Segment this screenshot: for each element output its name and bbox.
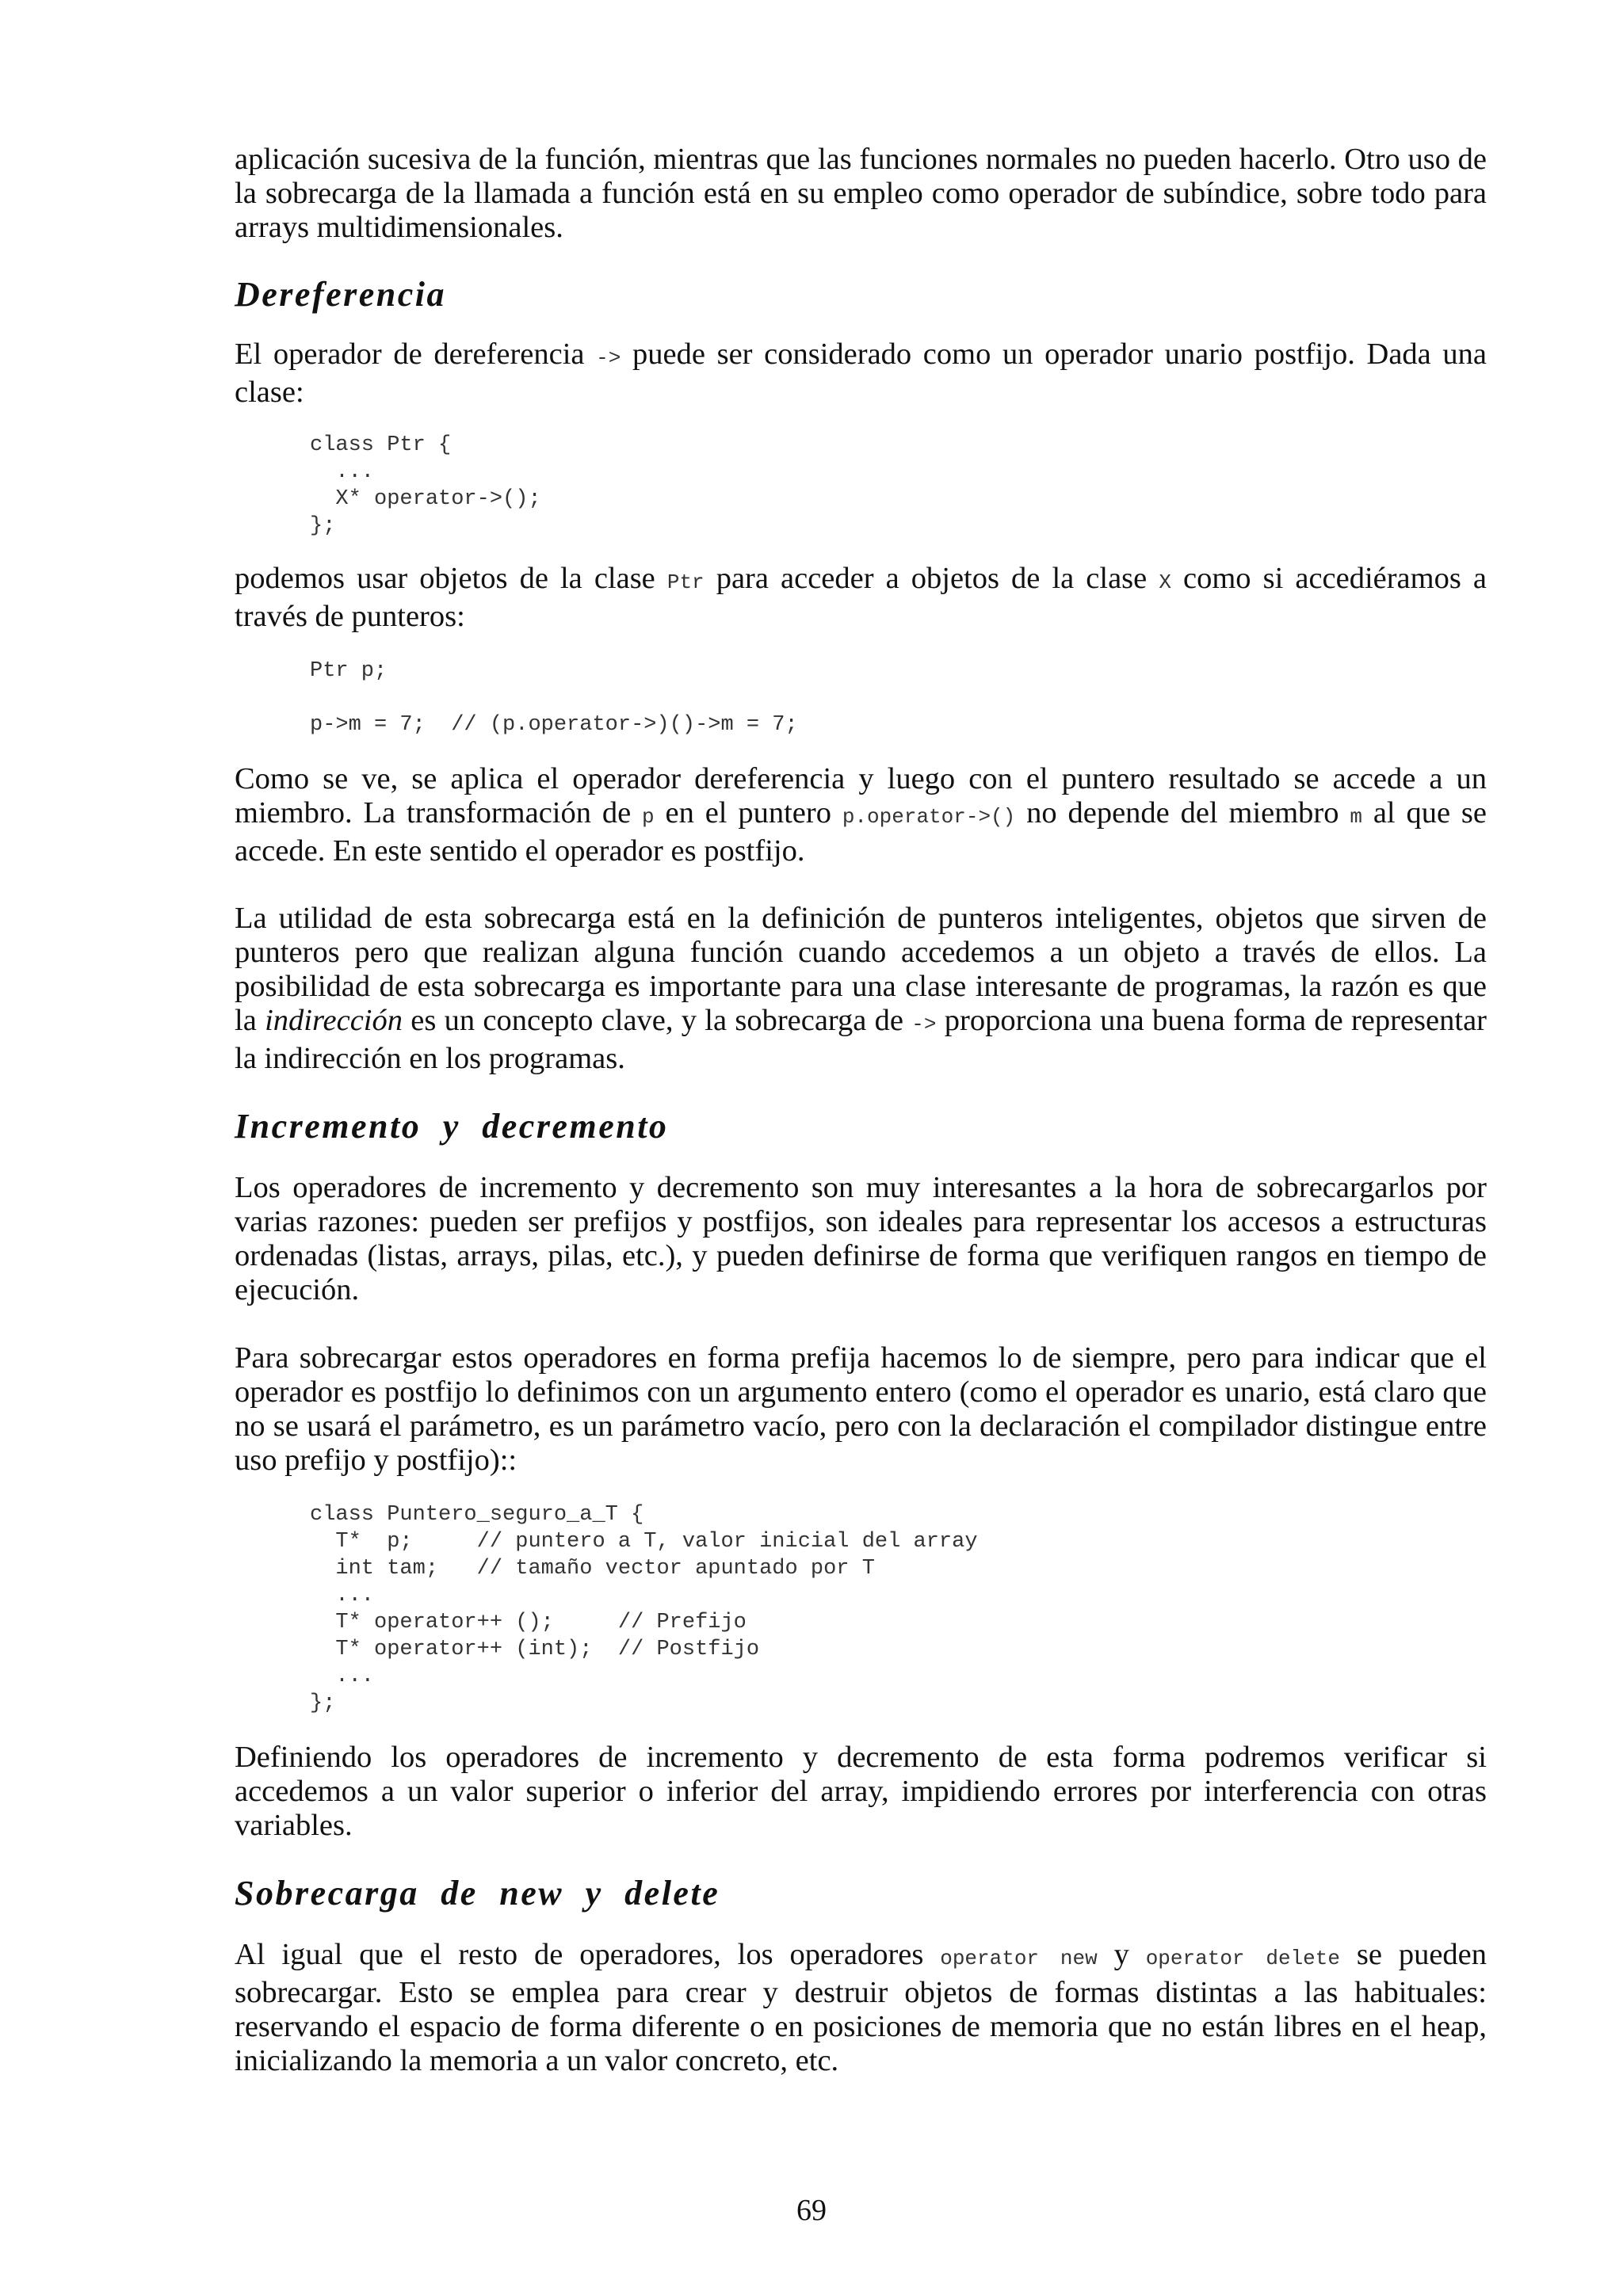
inline-code: X xyxy=(1159,570,1171,594)
section-heading-dereferencia: Dereferencia xyxy=(235,275,447,314)
dereferencia-paragraph-4: La utilidad de esta sobrecarga está en la definición de punteros inteligentes, objetos que sirven de punteros pero que realizan alguna función cuando accedemos a un objeto a través de ellos. La posibilidad de esta sobrecarga es importante para una clase interesante de programas, la razón es que la indirección es un concepto clave, y la sobrecarga de -> proporciona una buena forma de representar la indirección en los programas. xyxy=(235,902,1487,1075)
dereferencia-paragraph-2: podemos usar objetos de la clase Ptr para acceder a objetos de la clase X como si accediéramos a través de punteros: xyxy=(235,562,1487,633)
inline-code: m xyxy=(1350,805,1362,829)
inline-code: operator delete xyxy=(1145,1947,1340,1970)
section-heading-sobrecarga-new-delete: Sobrecarga de new y delete xyxy=(235,1874,720,1913)
inline-code: p xyxy=(642,805,655,829)
code-block-puntero-seguro: class Puntero_seguro_a_T { T* p; // puntero a T, valor inicial del array int tam; // tamaño vector apuntado por T ... T* operator++ (); // Prefijo T* operator++ (int); // Postfijo ... }; xyxy=(310,1503,978,1715)
inline-code: p.operator->() xyxy=(842,805,1016,829)
dereferencia-paragraph-1: El operador de dereferencia -> puede ser considerado como un operador unario postfijo. Dada una clase: xyxy=(235,338,1487,409)
intro-paragraph: aplicación sucesiva de la función, mientras que las funciones normales no pueden hacerlo. Otro uso de la sobrecarga de la llamada a función está en su empleo como operador de subíndice, sobre todo para arrays multidimensionales. xyxy=(235,143,1487,244)
emphasis-text: indirección xyxy=(265,1004,403,1037)
incremento-paragraph-1: Los operadores de incremento y decremento son muy interesantes a la hora de sobrecargarlos por varias razones: pueden ser prefijos y postfijos, son ideales para representar los accesos a estructuras ordenadas (listas, arrays, pilas, etc.), y pueden definirse de forma que verifiquen rangos en tiempo de ejecución. xyxy=(235,1171,1487,1306)
code-block-ptr-class: class Ptr { ... X* operator->(); }; xyxy=(310,433,541,538)
inline-code: -> xyxy=(911,1013,937,1036)
page-content xyxy=(235,143,1487,2078)
inline-code: -> xyxy=(596,346,621,370)
incremento-paragraph-2: Para sobrecargar estos operadores en forma prefija hacemos lo de siempre, pero para indicar que el operador es postfijo lo definimos con un argumento entero (como el operador es unario, está claro que no se usará el parámetro, es un parámetro vacío, pero con la declaración el compilador distingue entre uso prefijo y postfijo):: xyxy=(235,1341,1487,1477)
inline-code: operator new xyxy=(940,1947,1098,1970)
code-block-ptr-usage: Ptr p; p->m = 7; // (p.operator->)()->m = 7; xyxy=(310,659,798,737)
sobrecarga-new-paragraph-1: Al igual que el resto de operadores, los operadores operator new y operator delete se pueden sobrecargar. Esto se emplea para crear y destruir objetos de formas distintas a las habituales: reservando el espacio de forma diferente o en posiciones de memoria que no están libres en el heap, inicializando la memoria a un valor concreto, etc. xyxy=(235,1938,1487,2077)
incremento-paragraph-3: Definiendo los operadores de incremento y decremento de esta forma podremos verificar si accedemos a un valor superior o inferior del array, impidiendo errores por interferencia con otras variables. xyxy=(235,1741,1487,1842)
section-heading-incremento: Incremento y decremento xyxy=(235,1107,669,1146)
page-number: 69 xyxy=(796,2194,827,2227)
dereferencia-paragraph-3: Como se ve, se aplica el operador dereferencia y luego con el puntero resultado se accede a un miembro. La transformación de p en el puntero p.operator->() no depende del miembro m al que se accede. En este sentido el operador es postfijo. xyxy=(235,762,1487,868)
inline-code: Ptr xyxy=(666,570,705,594)
